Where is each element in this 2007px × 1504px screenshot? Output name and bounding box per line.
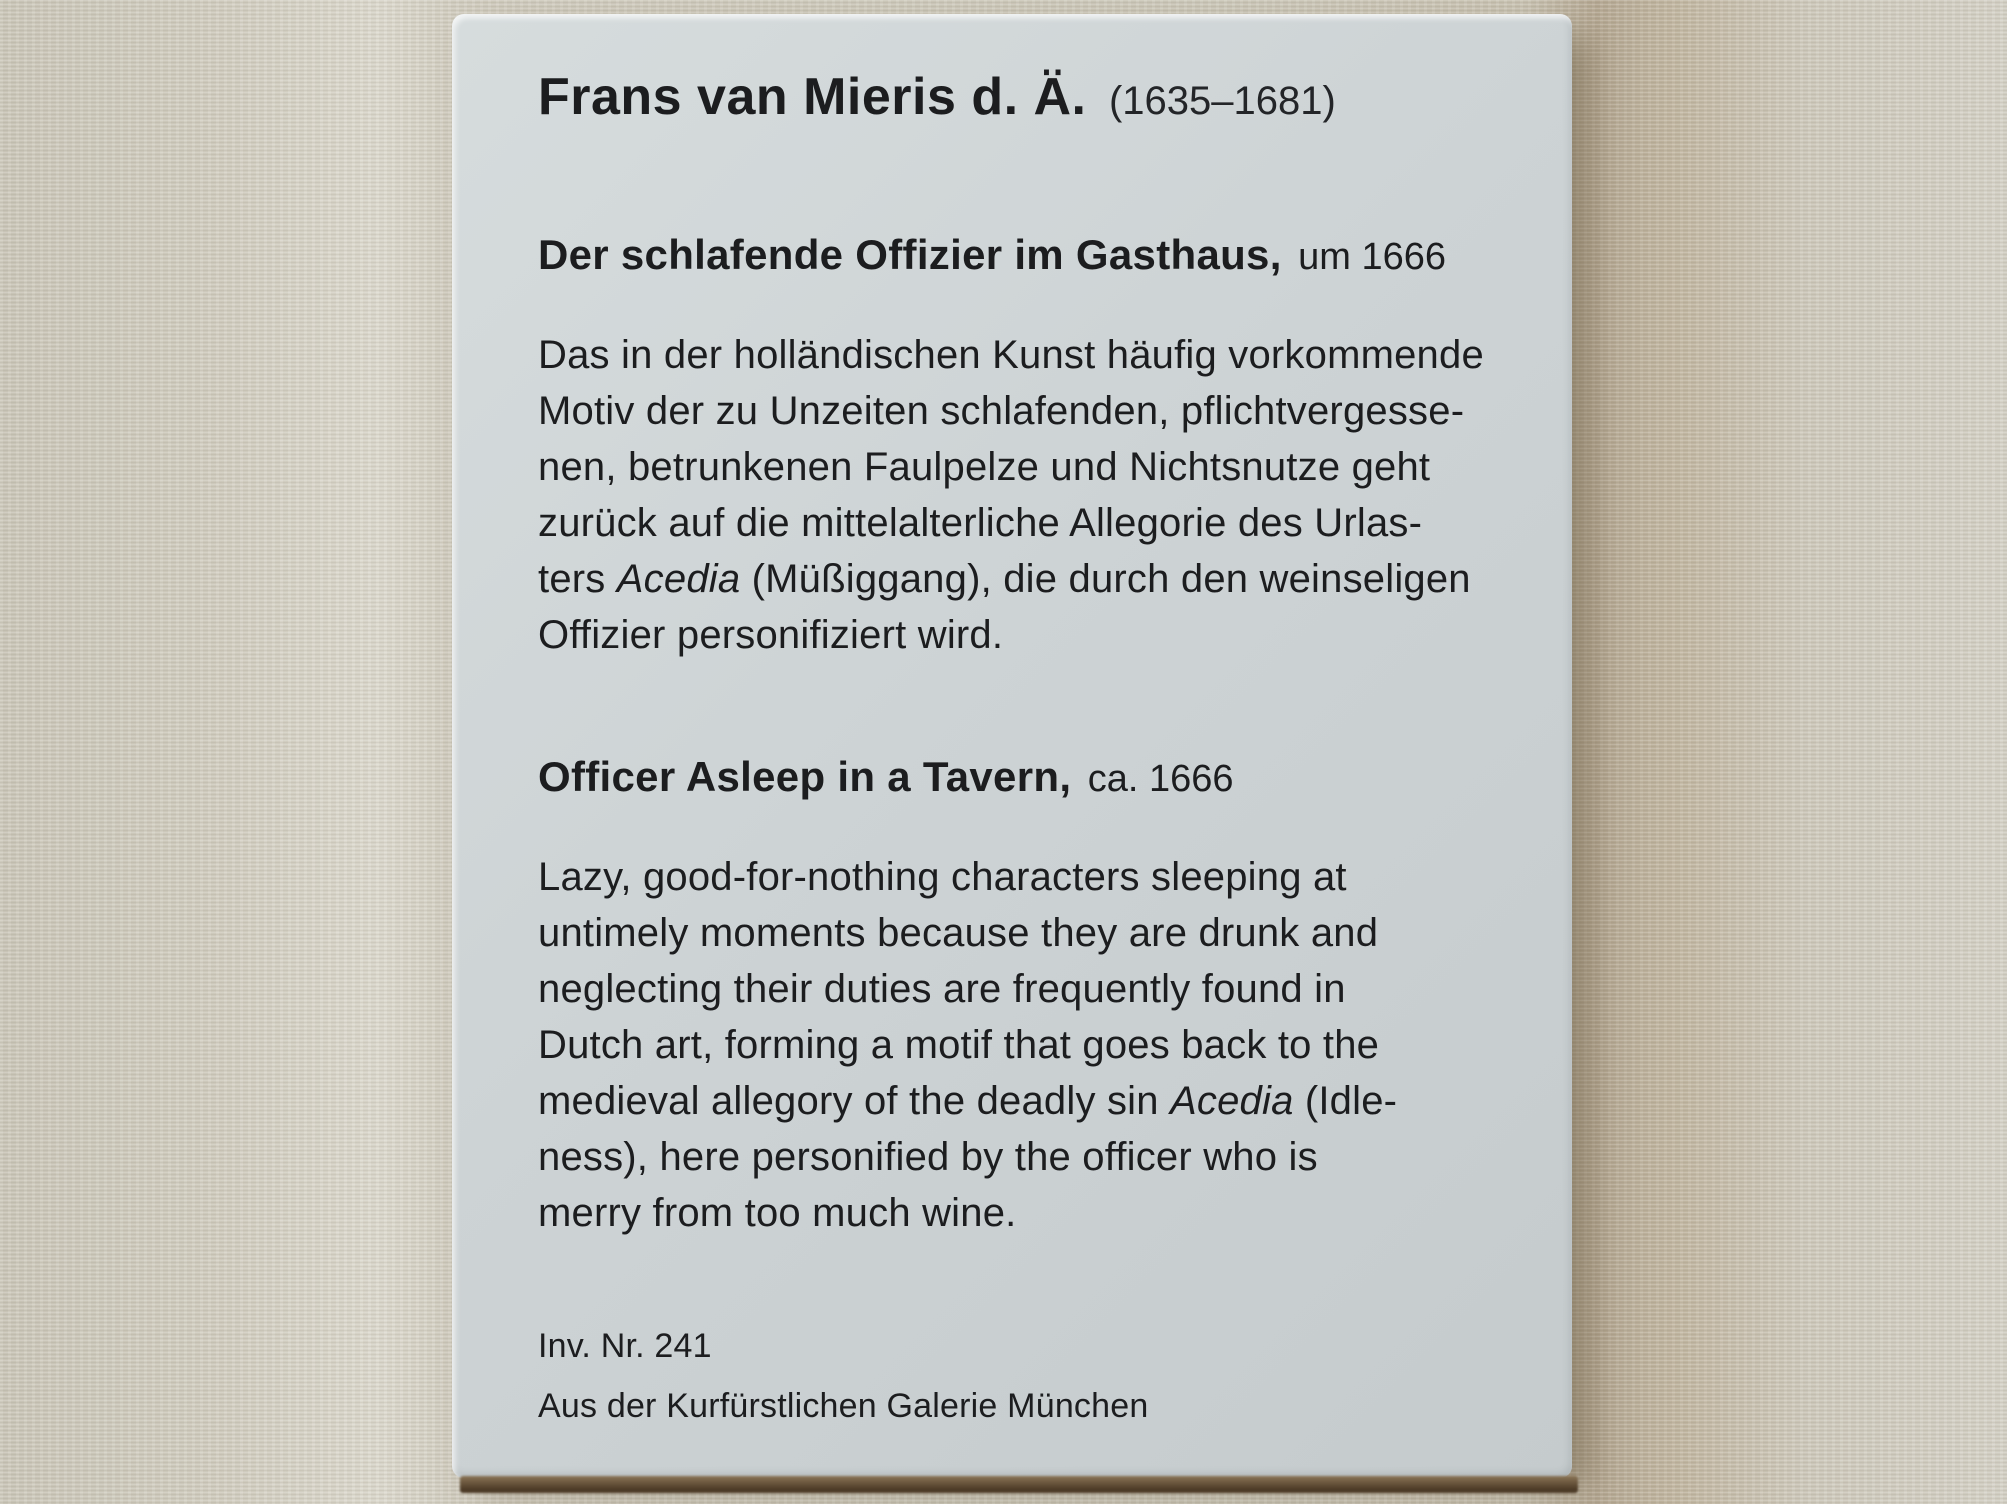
german-paragraph	[538, 327, 1492, 663]
line-segment: ters	[538, 557, 617, 601]
paragraph-line: Motiv der zu Unzeiten schlafenden, pflichtvergesse-	[538, 389, 1465, 433]
museum-label-plaque	[452, 14, 1572, 1478]
paragraph-line: zurück auf die mittelalterliche Allegorie des Urlas-	[538, 501, 1423, 545]
artist-name: Frans van Mieris d. Ä.	[538, 68, 1087, 126]
label-footer	[538, 1316, 1148, 1436]
paragraph-line: untimely moments because they are drunk and	[538, 911, 1379, 955]
paragraph-line: Dutch art, forming a motif that goes back to the	[538, 1023, 1380, 1067]
latin-term-acedia: Acedia	[616, 557, 741, 601]
paragraph-line: merry from too much wine.	[538, 1191, 1017, 1235]
artist-line	[538, 66, 1492, 141]
artist-life-dates: (1635–1681)	[1108, 79, 1336, 123]
line-segment: (Idle-	[1293, 1079, 1398, 1123]
german-title: Der schlafende Offizier im Gasthaus,	[538, 231, 1282, 278]
paragraph-line: neglecting their duties are frequently found in	[538, 967, 1346, 1011]
line-segment: medieval allegory of the deadly sin	[538, 1079, 1171, 1123]
paragraph-line: Offizier personifiziert wird.	[538, 613, 1004, 657]
english-title-line	[538, 749, 1492, 815]
english-title-date: ca. 1666	[1087, 758, 1234, 800]
provenance-line: Aus der Kurfürstlichen Galerie München	[538, 1387, 1149, 1425]
paragraph-line: ness), here personified by the officer who is	[538, 1135, 1318, 1179]
inventory-number: Inv. Nr. 241	[538, 1327, 712, 1365]
paragraph-line: nen, betrunkenen Faulpelze und Nichtsnutze geht	[538, 445, 1431, 489]
paragraph-line-with-italic	[538, 1073, 1492, 1129]
paragraph-line: Lazy, good-for-nothing characters sleeping at	[538, 855, 1347, 899]
english-paragraph	[538, 849, 1492, 1241]
english-title: Officer Asleep in a Tavern,	[538, 753, 1072, 800]
paragraph-line: Das in der holländischen Kunst häufig vorkommende	[538, 333, 1484, 377]
latin-term-acedia: Acedia	[1170, 1079, 1294, 1123]
german-title-date: um 1666	[1298, 236, 1447, 278]
paragraph-line-with-italic	[538, 551, 1492, 607]
german-title-line	[538, 227, 1492, 293]
line-segment: (Müßiggang), die durch den weinseligen	[740, 557, 1471, 601]
